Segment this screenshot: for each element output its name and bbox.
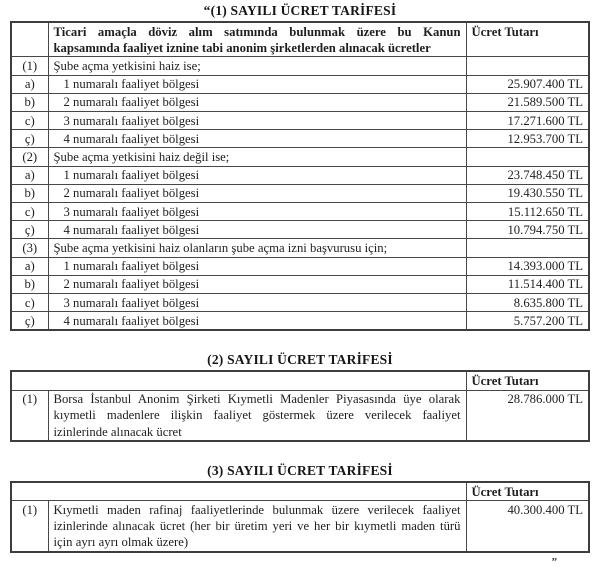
row-description-cell: 3 numaralı faaliyet bölgesi [48, 203, 466, 221]
row-description-cell: 1 numaralı faaliyet bölgesi [48, 166, 466, 184]
header-merged-cell [11, 371, 466, 390]
row-label-cell: (3) [11, 239, 48, 257]
row-label-cell: a) [11, 75, 48, 93]
row-description-cell: 4 numaralı faaliyet bölgesi [48, 312, 466, 331]
row-description-cell: Şube açma yetkisini haiz olanların şube açma izni başvurusu için; [48, 239, 466, 257]
row-amount-cell: 15.112.650 TL [466, 203, 589, 221]
closing-quote: ” [551, 556, 557, 567]
table-row [11, 130, 589, 148]
row-amount-cell [466, 239, 589, 257]
amount-column-header: Ücret Tutarı [466, 482, 589, 501]
row-description-cell: 1 numaralı faaliyet bölgesi [48, 257, 466, 275]
table-row [11, 184, 589, 202]
row-amount-cell: 21.589.500 TL [466, 93, 589, 111]
amount-column-header: Ücret Tutarı [466, 22, 589, 57]
row-label-cell: c) [11, 203, 48, 221]
row-label-cell: ç) [11, 221, 48, 239]
row-description-cell: Kıymetli maden rafinaj faaliyetlerinde bulunmak üzere verilecek faaliyet izinlerinde alınacak ücret (her bir üretim yeri ve her bir kıymetli maden türü için ayrı ayrı olmak üzere) [48, 501, 466, 552]
row-description-cell: Şube açma yetkisini haiz ise; [48, 57, 466, 75]
table-row [11, 57, 589, 75]
row-amount-cell: 11.514.400 TL [466, 275, 589, 293]
header-merged-cell [11, 482, 466, 501]
row-label-cell: (1) [11, 57, 48, 75]
row-description-cell: 1 numaralı faaliyet bölgesi [48, 75, 466, 93]
row-label-cell: (1) [11, 390, 48, 441]
tariff-1-title: “(1) SAYILI ÜCRET TARİFESİ [203, 3, 397, 18]
row-amount-cell: 25.907.400 TL [466, 75, 589, 93]
table-row [11, 312, 589, 331]
row-description-cell: 3 numaralı faaliyet bölgesi [48, 112, 466, 130]
table-row [11, 390, 589, 441]
row-amount-cell: 8.635.800 TL [466, 294, 589, 312]
row-description-cell: 2 numaralı faaliyet bölgesi [48, 184, 466, 202]
table-row [11, 166, 589, 184]
table-row [11, 148, 589, 166]
row-description-cell: Şube açma yetkisini haiz değil ise; [48, 148, 466, 166]
table-header-row [11, 371, 589, 390]
row-label-cell: a) [11, 257, 48, 275]
row-amount-cell: 19.430.550 TL [466, 184, 589, 202]
table-row [11, 257, 589, 275]
row-description-cell: 3 numaralı faaliyet bölgesi [48, 294, 466, 312]
row-label-cell: b) [11, 184, 48, 202]
table-row [11, 501, 589, 552]
tariff-3-table [10, 481, 590, 553]
row-description-cell: 2 numaralı faaliyet bölgesi [48, 93, 466, 111]
row-description-cell: 2 numaralı faaliyet bölgesi [48, 275, 466, 293]
table-row [11, 203, 589, 221]
row-amount-cell: 28.786.000 TL [466, 390, 589, 441]
row-label-cell: (1) [11, 501, 48, 552]
tariff-2-title: (2) SAYILI ÜCRET TARİFESİ [207, 352, 393, 368]
row-label-cell: a) [11, 166, 48, 184]
table-row [11, 112, 589, 130]
table-row [11, 275, 589, 293]
row-label-cell: ç) [11, 312, 48, 331]
header-label-cell [11, 22, 48, 57]
tariff-2-table [10, 370, 590, 442]
row-label-cell: c) [11, 112, 48, 130]
table-row [11, 93, 589, 111]
row-description-cell: Borsa İstanbul Anonim Şirketi Kıymetli Madenler Piyasasında üye olarak kıymetli madenlere ilişkin faaliyet göstermek üzere verilecek faaliyet izinlerinde alınacak ücret [48, 390, 466, 441]
tariff-1-table [10, 21, 590, 331]
table-row [11, 75, 589, 93]
row-amount-cell [466, 57, 589, 75]
table-row [11, 239, 589, 257]
row-amount-cell: 12.953.700 TL [466, 130, 589, 148]
row-label-cell: ç) [11, 130, 48, 148]
row-amount-cell [466, 148, 589, 166]
row-label-cell: c) [11, 294, 48, 312]
row-description-cell: 4 numaralı faaliyet bölgesi [48, 221, 466, 239]
row-amount-cell: 40.300.400 TL [466, 501, 589, 552]
table-row [11, 221, 589, 239]
table-header-row [11, 22, 589, 57]
row-description-cell: 4 numaralı faaliyet bölgesi [48, 130, 466, 148]
tariff-3-title: (3) SAYILI ÜCRET TARİFESİ [207, 463, 393, 479]
row-amount-cell: 17.271.600 TL [466, 112, 589, 130]
row-amount-cell: 10.794.750 TL [466, 221, 589, 239]
row-label-cell: b) [11, 275, 48, 293]
row-label-cell: (2) [11, 148, 48, 166]
row-amount-cell: 14.393.000 TL [466, 257, 589, 275]
table-header-row [11, 482, 589, 501]
row-label-cell: b) [11, 93, 48, 111]
row-amount-cell: 5.757.200 TL [466, 312, 589, 331]
row-amount-cell: 23.748.450 TL [466, 166, 589, 184]
table-row [11, 294, 589, 312]
amount-column-header: Ücret Tutarı [466, 371, 589, 390]
description-column-header: Ticari amaçla döviz alım satımında bulunmak üzere bu Kanun kapsamında faaliyet iznine tabi anonim şirketlerden alınacak ücretler [48, 22, 466, 57]
